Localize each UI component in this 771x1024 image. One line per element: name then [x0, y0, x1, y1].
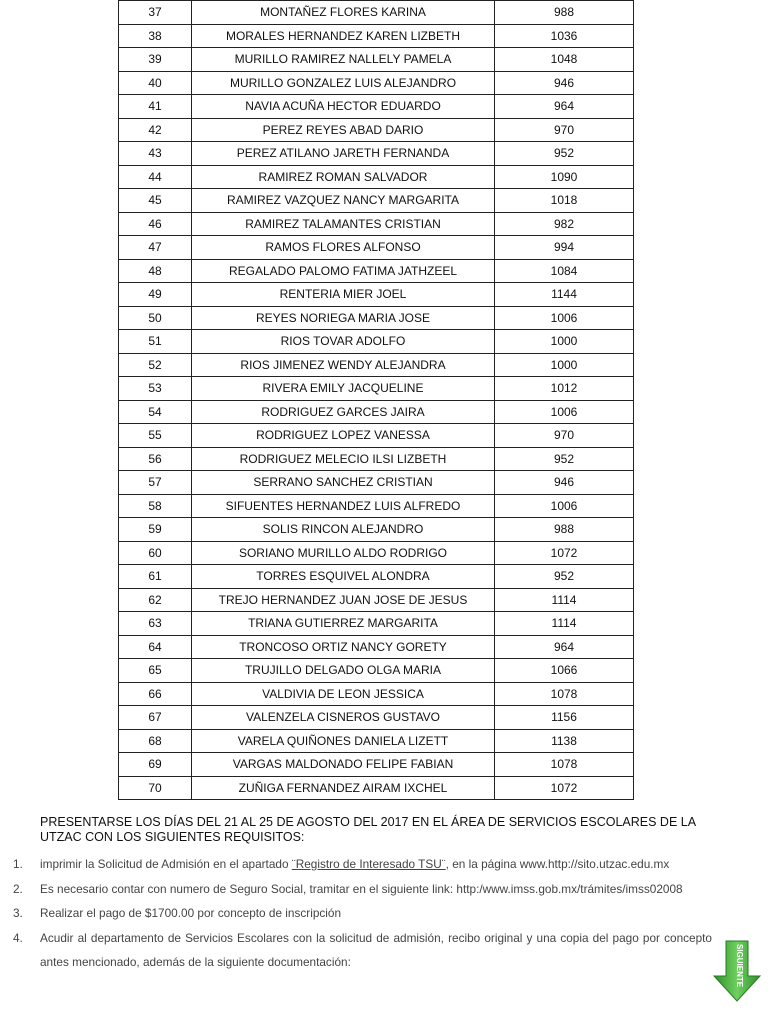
- student-name: RAMOS FLORES ALFONSO: [192, 236, 495, 260]
- row-number: 51: [119, 330, 192, 354]
- row-number: 67: [119, 706, 192, 730]
- table-row: [119, 729, 634, 753]
- table-row: [119, 48, 634, 72]
- row-number: 53: [119, 377, 192, 401]
- student-name: SERRANO SANCHEZ CRISTIAN: [192, 471, 495, 495]
- score-value: 1084: [495, 259, 634, 283]
- score-value: 946: [495, 471, 634, 495]
- row-number: 42: [119, 118, 192, 142]
- score-value: 1114: [495, 612, 634, 636]
- student-name: VARGAS MALDONADO FELIPE FABIAN: [192, 753, 495, 777]
- table-row: [119, 259, 634, 283]
- student-name: TRONCOSO ORTIZ NANCY GORETY: [192, 635, 495, 659]
- row-number: 69: [119, 753, 192, 777]
- score-value: 1012: [495, 377, 634, 401]
- table-row: [119, 24, 634, 48]
- row-number: 56: [119, 447, 192, 471]
- score-value: 1018: [495, 189, 634, 213]
- table-row: [119, 165, 634, 189]
- table-row: [119, 424, 634, 448]
- table-row: [119, 95, 634, 119]
- student-name: PEREZ ATILANO JARETH FERNANDA: [192, 142, 495, 166]
- row-number: 62: [119, 588, 192, 612]
- row-number: 39: [119, 48, 192, 72]
- student-name: PEREZ REYES ABAD DARIO: [192, 118, 495, 142]
- table-row: [119, 518, 634, 542]
- results-table: [118, 0, 634, 800]
- score-value: 964: [495, 95, 634, 119]
- student-name: VARELA QUIÑONES DANIELA LIZETT: [192, 729, 495, 753]
- row-number: 55: [119, 424, 192, 448]
- row-number: 46: [119, 212, 192, 236]
- table-row: [119, 283, 634, 307]
- student-name: VALDIVIA DE LEON JESSICA: [192, 682, 495, 706]
- table-row: [119, 706, 634, 730]
- student-name: SIFUENTES HERNANDEZ LUIS ALFREDO: [192, 494, 495, 518]
- score-value: 1138: [495, 729, 634, 753]
- student-name: RIOS TOVAR ADOLFO: [192, 330, 495, 354]
- score-value: 1156: [495, 706, 634, 730]
- row-number: 65: [119, 659, 192, 683]
- registro-interesado-link[interactable]: ¨Registro de Interesado TSU¨: [291, 857, 446, 871]
- row-number: 43: [119, 142, 192, 166]
- student-name: RIVERA EMILY JACQUELINE: [192, 377, 495, 401]
- score-value: 1048: [495, 48, 634, 72]
- table-row: [119, 306, 634, 330]
- table-row: [119, 776, 634, 800]
- student-name: TORRES ESQUIVEL ALONDRA: [192, 565, 495, 589]
- score-value: 1006: [495, 400, 634, 424]
- student-name: TREJO HERNANDEZ JUAN JOSE DE JESUS: [192, 588, 495, 612]
- table-row: [119, 753, 634, 777]
- table-row: [119, 400, 634, 424]
- student-name: RAMIREZ ROMAN SALVADOR: [192, 165, 495, 189]
- table-row: [119, 447, 634, 471]
- requirement-number: 4.: [13, 930, 23, 945]
- student-name: RAMIREZ VAZQUEZ NANCY MARGARITA: [192, 189, 495, 213]
- score-value: 988: [495, 1, 634, 25]
- score-value: 952: [495, 447, 634, 471]
- row-number: 63: [119, 612, 192, 636]
- table-row: [119, 494, 634, 518]
- row-number: 50: [119, 306, 192, 330]
- table-row: [119, 588, 634, 612]
- table-row: [119, 212, 634, 236]
- row-number: 64: [119, 635, 192, 659]
- score-value: 1006: [495, 306, 634, 330]
- table-body: [119, 1, 634, 800]
- score-value: 1072: [495, 541, 634, 565]
- table-row: [119, 659, 634, 683]
- score-value: 994: [495, 236, 634, 260]
- row-number: 54: [119, 400, 192, 424]
- student-name: REGALADO PALOMO FATIMA JATHZEEL: [192, 259, 495, 283]
- score-value: 1078: [495, 682, 634, 706]
- table-row: [119, 635, 634, 659]
- table-row: [119, 565, 634, 589]
- requirement-item-4: [0, 926, 712, 975]
- student-name: MORALES HERNANDEZ KAREN LIZBETH: [192, 24, 495, 48]
- score-value: 1078: [495, 753, 634, 777]
- score-value: 1066: [495, 659, 634, 683]
- student-name: MURILLO GONZALEZ LUIS ALEJANDRO: [192, 71, 495, 95]
- table-row: [119, 189, 634, 213]
- requirement-text: Es necesario contar con numero de Seguro Social, tramitar en el siguiente link: http:/www.imss.gob.mx/trámites/imss02008: [40, 881, 683, 896]
- score-value: 1000: [495, 330, 634, 354]
- row-number: 40: [119, 71, 192, 95]
- row-number: 48: [119, 259, 192, 283]
- score-value: 952: [495, 142, 634, 166]
- row-number: 58: [119, 494, 192, 518]
- table-row: [119, 330, 634, 354]
- row-number: 66: [119, 682, 192, 706]
- requirement-item-2: [0, 877, 740, 902]
- student-name: RODRIGUEZ GARCES JAIRA: [192, 400, 495, 424]
- student-name: MONTAÑEZ FLORES KARINA: [192, 1, 495, 25]
- table-row: [119, 377, 634, 401]
- score-value: 1090: [495, 165, 634, 189]
- row-number: 52: [119, 353, 192, 377]
- requirement-item-1: [0, 852, 740, 877]
- score-value: 1072: [495, 776, 634, 800]
- siguiente-button[interactable]: [712, 940, 762, 1002]
- requirement-text: imprimir la Solicitud de Admisión en el apartado: [40, 857, 292, 871]
- row-number: 49: [119, 283, 192, 307]
- table-row: [119, 236, 634, 260]
- requirement-text: Realizar el pago de $1700.00 por concepto de inscripción: [40, 906, 342, 920]
- table-row: [119, 541, 634, 565]
- table-row: [119, 471, 634, 495]
- score-value: 946: [495, 71, 634, 95]
- student-name: NAVIA ACUÑA HECTOR EDUARDO: [192, 95, 495, 119]
- table-row: [119, 353, 634, 377]
- requirement-number: 2.: [13, 881, 23, 896]
- score-value: 982: [495, 212, 634, 236]
- requirement-number: 1.: [13, 857, 23, 871]
- student-name: SORIANO MURILLO ALDO RODRIGO: [192, 541, 495, 565]
- table-row: [119, 142, 634, 166]
- score-value: 988: [495, 518, 634, 542]
- student-name: MURILLO RAMIREZ NALLELY PAMELA: [192, 48, 495, 72]
- score-value: 1114: [495, 588, 634, 612]
- student-name: RIOS JIMENEZ WENDY ALEJANDRA: [192, 353, 495, 377]
- row-number: 41: [119, 95, 192, 119]
- table-row: [119, 682, 634, 706]
- siguiente-label: SIGUIENTE: [735, 944, 744, 988]
- table-row: [119, 118, 634, 142]
- table-row: [119, 71, 634, 95]
- score-value: 1036: [495, 24, 634, 48]
- requirement-item-3: [0, 901, 740, 926]
- row-number: 59: [119, 518, 192, 542]
- score-value: 1006: [495, 494, 634, 518]
- requirements-list: [0, 852, 740, 975]
- score-value: 1144: [495, 283, 634, 307]
- requirement-text: Acudir al departamento de Servicios Escolares con la solicitud de admisión, recibo original y una copia del pago por concepto antes mencionado, además de la siguiente documentación:: [40, 930, 712, 969]
- requirement-number: 3.: [13, 906, 23, 920]
- student-name: RODRIGUEZ MELECIO ILSI LIZBETH: [192, 447, 495, 471]
- row-number: 68: [119, 729, 192, 753]
- table-row: [119, 1, 634, 25]
- student-name: ZUÑIGA FERNANDEZ AIRAM IXCHEL: [192, 776, 495, 800]
- score-value: 1000: [495, 353, 634, 377]
- row-number: 70: [119, 776, 192, 800]
- student-name: RAMIREZ TALAMANTES CRISTIAN: [192, 212, 495, 236]
- row-number: 38: [119, 24, 192, 48]
- row-number: 45: [119, 189, 192, 213]
- row-number: 57: [119, 471, 192, 495]
- row-number: 44: [119, 165, 192, 189]
- student-name: RENTERIA MIER JOEL: [192, 283, 495, 307]
- student-name: RODRIGUEZ LOPEZ VANESSA: [192, 424, 495, 448]
- score-value: 970: [495, 424, 634, 448]
- requirement-text-after: , en la página www.http://sito.utzac.edu.mx: [445, 857, 670, 871]
- row-number: 47: [119, 236, 192, 260]
- score-value: 964: [495, 635, 634, 659]
- row-number: 61: [119, 565, 192, 589]
- student-name: SOLIS RINCON ALEJANDRO: [192, 518, 495, 542]
- score-value: 952: [495, 565, 634, 589]
- student-name: REYES NORIEGA MARIA JOSE: [192, 306, 495, 330]
- student-name: VALENZELA CISNEROS GUSTAVO: [192, 706, 495, 730]
- table-row: [119, 612, 634, 636]
- row-number: 37: [119, 1, 192, 25]
- notice-heading: PRESENTARSE LOS DÍAS DEL 21 AL 25 DE AGOSTO DEL 2017 EN EL ÁREA DE SERVICIOS ESCOLARES DE LA UTZAC CON LOS SIGUIENTES REQUISITOS:: [40, 815, 696, 844]
- row-number: 60: [119, 541, 192, 565]
- student-name: TRUJILLO DELGADO OLGA MARIA: [192, 659, 495, 683]
- student-name: TRIANA GUTIERREZ MARGARITA: [192, 612, 495, 636]
- score-value: 970: [495, 118, 634, 142]
